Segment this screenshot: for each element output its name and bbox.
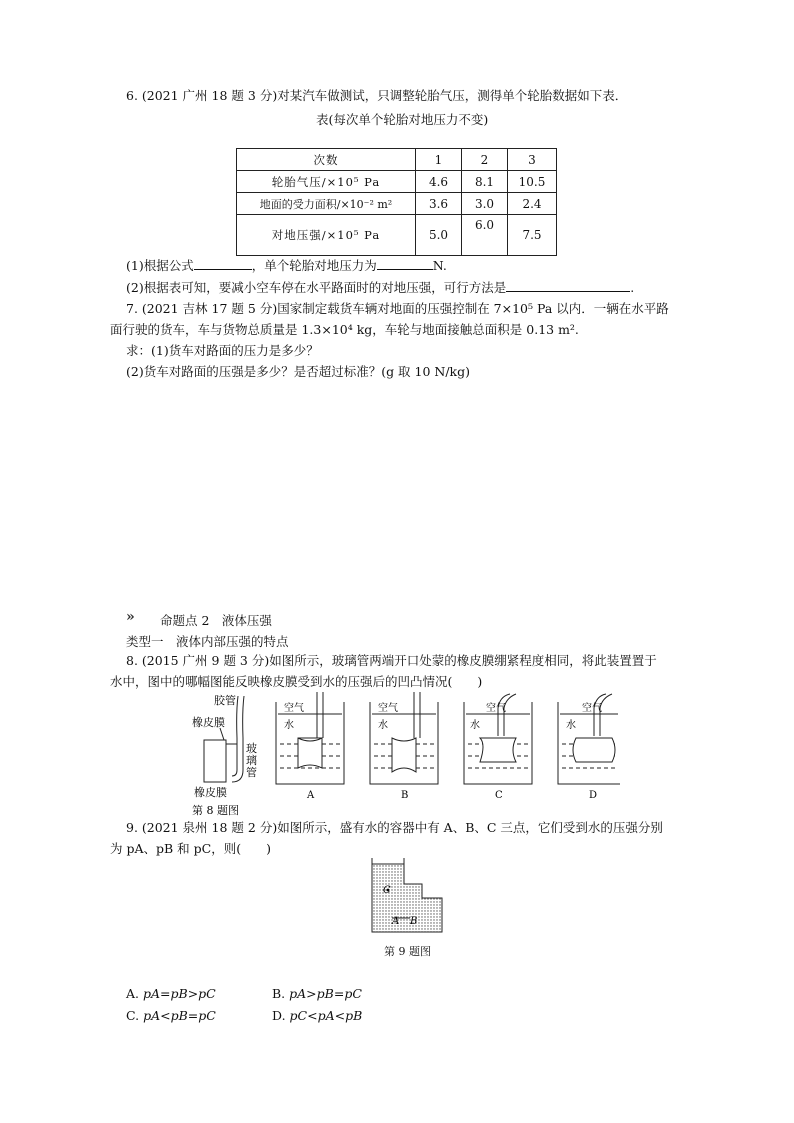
q6-sub1 (126, 257, 447, 274)
choice-c[interactable] (126, 1008, 216, 1023)
option-label-b: B (401, 790, 409, 801)
tube-top-label: 胶管 (214, 694, 236, 707)
table-cell: 2.4 (508, 193, 557, 215)
point-b-label: B (410, 916, 418, 927)
table-col-header: 3 (508, 149, 557, 171)
choice-text: pA<pB=pC (143, 1008, 216, 1023)
beaker-c (464, 694, 532, 801)
beaker-d (558, 694, 620, 801)
table-row-label: 对地压强/×10⁵ Pa (237, 215, 416, 256)
option-label-d: D (589, 790, 598, 801)
table-cell: 6.0 (462, 215, 508, 256)
fig8-caption: 第 8 题图 (192, 804, 239, 817)
table-cell: 5.0 (416, 215, 462, 256)
choice-b[interactable] (272, 986, 362, 1001)
membrane-label: 橡皮膜 (192, 716, 225, 729)
q9-figure (364, 856, 448, 938)
point-c-label: C (383, 885, 391, 896)
membrane-bottom-label: 橡皮膜 (194, 786, 227, 799)
choice-key: D. (272, 1008, 286, 1023)
water-label: 水 (284, 720, 294, 731)
table-row-label: 地面的受力面积/×10⁻² m² (237, 193, 416, 215)
choice-text: pC<pA<pB (289, 1008, 363, 1023)
answer-blank[interactable] (506, 279, 630, 292)
option-label-c: C (495, 790, 503, 801)
table-col-header: 1 (416, 149, 462, 171)
q6-sub2-text-b: . (630, 280, 635, 295)
air-label: 空气 (582, 703, 602, 714)
q6-sub1-text-a: (1)根据公式 (126, 258, 194, 273)
type-label: 类型一 液体内部压强的特点 (126, 634, 289, 649)
q7-line2: 面行驶的货车，车与货物总质量是 1.3×10⁴ kg，车轮与地面接触总面积是 0.13 m². (110, 322, 579, 337)
choice-key: C. (126, 1008, 140, 1023)
q7-line1: 7. (2021 吉林 17 题 5 分)国家制定载货车辆对地面的压强控制在 7×10⁵ Pa 以内．一辆在水平路 (126, 301, 669, 316)
q6-sub1-text-b: ，单个轮胎对地压力为 (251, 258, 377, 273)
choice-key: B. (272, 986, 286, 1001)
option-label-a: A (307, 790, 315, 801)
water-label: 水 (378, 720, 388, 731)
table-cell: 10.5 (508, 171, 557, 193)
table-cell: 8.1 (462, 171, 508, 193)
glass-tube-label-1: 玻 (246, 742, 257, 755)
table-cell: 3.0 (462, 193, 508, 215)
water-label: 水 (566, 720, 576, 731)
table-row (237, 215, 557, 256)
q6-sub2 (126, 279, 634, 296)
table-row (237, 149, 557, 171)
q6-sub1-text-c: N. (432, 258, 447, 273)
q8-line1: 8. (2015 广州 9 题 3 分)如图所示，玻璃管两端开口处蒙的橡皮膜绷紧程度相同，将此装置置于 (126, 653, 657, 668)
table-col-header: 2 (462, 149, 508, 171)
table-row (237, 193, 557, 215)
q7-line4: (2)货车对路面的压强是多少？是否超过标准？(g 取 10 N/kg) (126, 364, 471, 379)
section-arrow-icon: » (126, 609, 135, 625)
table-row-label: 轮胎气压/×10⁵ Pa (237, 171, 416, 193)
table-row (237, 171, 557, 193)
glass-tube-label-3: 管 (246, 766, 257, 779)
fig9-caption: 第 9 题图 (384, 945, 431, 958)
choice-text: pA>pB=pC (289, 986, 362, 1001)
table-cell: 7.5 (508, 215, 557, 256)
point-a-label: A (392, 916, 400, 927)
answer-blank[interactable] (377, 257, 433, 270)
q9-line2: 为 pA、pB 和 pC，则( ) (110, 841, 271, 856)
q8-line2: 水中，图中的哪幅图能反映橡皮膜受到水的压强后的凹凸情况( ) (110, 674, 483, 689)
q6-table-caption: 表(每次单个轮胎对地压力不变) (316, 112, 489, 127)
choice-d[interactable] (272, 1008, 362, 1023)
table-header-label: 次数 (237, 149, 416, 171)
beaker-a (276, 692, 344, 801)
table-cell: 4.6 (416, 171, 462, 193)
choice-a[interactable] (126, 986, 216, 1001)
q7-line3: 求：(1)货车对路面的压力是多少？ (126, 343, 319, 358)
air-label: 空气 (486, 703, 506, 714)
answer-blank[interactable] (194, 257, 252, 270)
beaker-b (370, 692, 438, 801)
q6-sub2-text-a: (2)根据表可知，要减小空车停在水平路面时的对地压强，可行方法是 (126, 280, 507, 295)
q9-line1: 9. (2021 泉州 18 题 2 分)如图所示，盛有水的容器中有 A、B、C 三点，它们受到水的压强分别 (126, 820, 663, 835)
air-label: 空气 (284, 703, 304, 714)
air-label: 空气 (378, 703, 398, 714)
glass-tube-label-2: 璃 (246, 754, 257, 767)
choice-key: A. (126, 986, 140, 1001)
choice-text: pA=pB>pC (143, 986, 216, 1001)
section-title: 命题点 2 液体压强 (160, 613, 272, 628)
table-cell: 3.6 (416, 193, 462, 215)
q8-figure (180, 692, 620, 818)
q6-data-table (236, 148, 557, 256)
q6-stem: 6. (2021 广州 18 题 3 分)对某汽车做测试，只调整轮胎气压，测得单个轮胎数据如下表． (126, 88, 628, 103)
water-label: 水 (470, 720, 480, 731)
